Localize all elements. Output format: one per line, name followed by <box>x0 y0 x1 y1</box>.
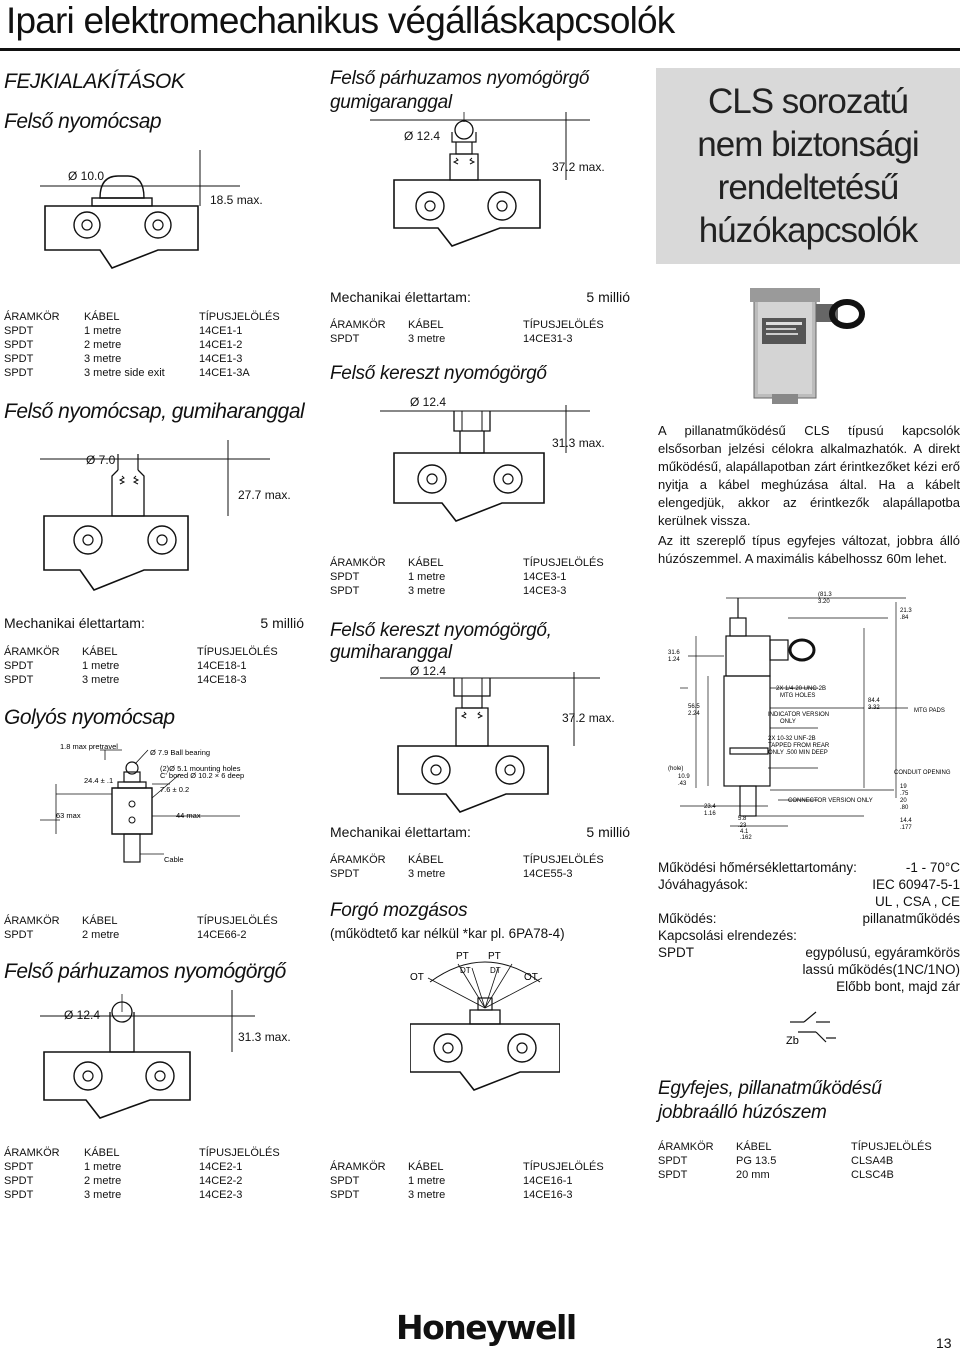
c3-s2-title1: Egyfejes, pillanatműködésű <box>658 1078 882 1099</box>
note-3: 2X 10-32 UNF-2B <box>768 736 816 742</box>
zb-label: Zb <box>786 1035 799 1047</box>
table-row: SPDT 1 metre 14CE1-1 <box>4 325 243 337</box>
s4-table <box>4 1146 289 1202</box>
dim-84: .84 <box>900 615 909 621</box>
c2-s2-height: 31.3 max. <box>552 436 605 450</box>
spec-row: Működési hőmérséklettartomány: -1 - 70°C <box>658 860 960 875</box>
dim-234: 23.4 <box>704 804 716 810</box>
col-header: ÁRAMKÖR <box>330 854 386 866</box>
page-number: 13 <box>936 1335 952 1351</box>
s4-diam: Ø 12.4 <box>64 1008 101 1022</box>
note-3b: TAPPED FROM REAR <box>768 743 830 749</box>
box-line: CLS sorozatú <box>707 82 909 121</box>
c2-s3-diam: Ø 12.4 <box>410 664 447 678</box>
spec-row: Jóváhagyások: IEC 60947-5-1 <box>658 877 960 892</box>
table-row: SPDT 1 metre 14CE18-1 <box>4 660 247 672</box>
table-row: SPDT 1 metre 14CE2-1 <box>4 1161 243 1173</box>
s3-title: Golyós nyomócsap <box>4 706 175 729</box>
description-2: Az itt szereplő típus egyfejes változat, jobbra álló húzószemmel. A maximális kábelhossz 60m lehet. <box>658 533 960 566</box>
note-2: INDICATOR VERSION <box>768 712 830 718</box>
table-row: SPDT 2 metre 14CE1-2 <box>4 339 243 351</box>
note-2b: ONLY <box>780 719 796 725</box>
s4-height: 31.3 max. <box>238 1030 291 1044</box>
note-1: 2X 1/4-20 UNC-2B <box>776 686 827 692</box>
spec-list <box>658 859 960 995</box>
box-line: húzókapcsolók <box>698 211 918 250</box>
section-heading: FEJKIALAKÍTÁSOK <box>4 70 185 93</box>
table-row: SPDT 3 metre 14CE1-3 <box>4 353 243 365</box>
c2-s1-title2: gumigaranggal <box>330 92 452 113</box>
page-title: Ipari elektromechanikus végálláskapcsolók <box>6 0 675 41</box>
box-line: rendeltetésű <box>717 168 899 207</box>
contact-symbol <box>780 1008 840 1056</box>
col-header: KÁBEL <box>408 557 444 569</box>
col-header: KÁBEL <box>84 1147 120 1159</box>
c2-s1-switch-drawing <box>370 112 610 272</box>
table-row: SPDT 3 metre side exit 14CE1-3A <box>4 367 250 379</box>
c2-s4-title: Forgó mozgásos <box>330 900 468 921</box>
rot-pt-left: PT <box>456 951 469 962</box>
c3-s2-title2: jobbraálló húzószem <box>658 1102 827 1123</box>
dim-332: 3.32 <box>868 705 880 711</box>
dim-holes1: (2)Ø 5.1 mounting holes <box>160 764 241 773</box>
c2-s3-title2: gumiharanggal <box>330 642 452 663</box>
spec-row: lassú működés(1NC/1NO) <box>802 962 960 977</box>
table-row: SPDT 2 metre 14CE66-2 <box>4 929 247 941</box>
col-header: ÁRAMKÖR <box>330 1161 386 1173</box>
col-header: ÁRAMKÖR <box>4 646 60 658</box>
col-header: KÁBEL <box>408 319 444 331</box>
c2-s1-diam: Ø 12.4 <box>404 129 441 143</box>
s2-table <box>4 645 287 687</box>
dim-109: 10.9 <box>678 774 690 780</box>
table-row: SPDT 3 metre 14CE31-3 <box>330 333 573 345</box>
dim-124: 1.24 <box>668 657 680 663</box>
s3-ball-plunger-drawing <box>40 738 280 878</box>
note-4: MTG PADS <box>914 708 945 714</box>
c2-s4-table <box>330 1160 613 1202</box>
table-row: SPDT 2 metre 14CE2-2 <box>4 1175 243 1187</box>
dim-ball: Ø 7.9 Ball bearing <box>150 748 211 757</box>
dim-holes2: C' bored Ø 10.2 × 6 deep <box>160 771 245 780</box>
product-photo <box>732 278 872 408</box>
note-6: CONNECTOR VERSION ONLY <box>788 798 873 804</box>
dim-23: .23 <box>738 823 747 829</box>
series-title-box <box>656 68 960 264</box>
dim-162: .162 <box>740 835 752 840</box>
spec-row: SPDT egypólusú, egyáramkörös <box>658 945 960 960</box>
c2-s2-switch-drawing <box>380 405 610 555</box>
s1-table <box>4 310 289 380</box>
s1-height: 18.5 max. <box>210 193 263 207</box>
description-1: A pillanatműködésű CLS típusú kapcsolók elsősorban jelzési célokra alkalmazhatók. A direkt működésű, alapállapotban zárt érintkezőket kézi erő nyitja a kábel meghúzása által. Ha a kábelt elengedjük, akkor az érintkezők alapállapotba kerülnek vissza. <box>658 423 960 528</box>
s2-switch-drawing <box>40 440 280 610</box>
c2-s1-table <box>330 318 613 346</box>
rot-dt-right: DT <box>490 966 501 975</box>
table-row: SPDT 3 metre 14CE3-3 <box>330 585 567 597</box>
c2-s4-rotary-drawing <box>410 948 560 1138</box>
s3-table <box>4 914 287 942</box>
dim-565: 56.5 <box>688 704 700 710</box>
s1-diam: Ø 10.0 <box>68 169 105 183</box>
col-header: TÍPUSJELÖLÉS <box>523 319 604 331</box>
dim-75: .75 <box>900 791 909 797</box>
s2-title: Felső nyomócsap, gumiharanggal <box>4 400 305 423</box>
s1-switch-drawing <box>40 150 270 280</box>
dim-213: 21.3 <box>900 608 912 614</box>
col-header: ÁRAMKÖR <box>330 319 386 331</box>
col-header: ÁRAMKÖR <box>4 1147 60 1159</box>
col-header: KÁBEL <box>736 1141 772 1153</box>
c2-s4-subtitle: (működtető kar nélkül *kar pl. 6PA78-4) <box>330 926 565 941</box>
dim-44: 44 max <box>176 811 201 820</box>
spec-row: Kapcsolási elrendezés: <box>658 928 797 943</box>
c2-s3-title1: Felső kereszt nyomógörgő, <box>330 620 552 641</box>
rot-dt-left: DT <box>460 966 471 975</box>
col-header: ÁRAMKÖR <box>658 1141 714 1153</box>
col-header: KÁBEL <box>408 1161 444 1173</box>
honeywell-logo: Honeywell <box>396 1308 576 1347</box>
c2-s2-diam: Ø 12.4 <box>410 395 447 409</box>
dim-cable: Cable <box>164 855 184 864</box>
s1-title: Felső nyomócsap <box>4 110 162 133</box>
box-line: nem biztonsági <box>697 125 919 164</box>
col-header: TÍPUSJELÖLÉS <box>523 557 604 569</box>
dim-80: .80 <box>900 805 909 811</box>
dim-244: 24.4 ± .1 <box>84 776 114 785</box>
dim-63: 63 max <box>56 811 81 820</box>
dim-116: 1.16 <box>704 811 716 817</box>
spec-row: UL , CSA , CE <box>874 894 960 909</box>
dim-76: 7.6 ± 0.2 <box>160 785 190 794</box>
col-header: TÍPUSJELÖLÉS <box>197 646 278 658</box>
col-header: KÁBEL <box>82 915 118 927</box>
dim-320: 3.20 <box>818 599 830 605</box>
col-header: ÁRAMKÖR <box>4 915 60 927</box>
cls-dimension-drawing <box>668 588 960 840</box>
rot-ot-right: OT <box>524 972 538 983</box>
col-header: ÁRAMKÖR <box>4 311 60 323</box>
c2-s3-mech-life: Mechanikai élettartam: 5 millió <box>330 824 630 840</box>
note-hole: (hole) <box>668 766 684 772</box>
table-row: SPDT 3 metre 14CE55-3 <box>330 868 573 880</box>
dim-844: 84.4 <box>868 698 880 704</box>
c2-s2-table <box>330 556 613 598</box>
dim-58: 5.8 <box>738 816 747 822</box>
dim-177: .177 <box>900 825 912 831</box>
col-header: TÍPUSJELÖLÉS <box>199 1147 280 1159</box>
table-row: SPDT 20 mm CLSC4B <box>658 1169 894 1181</box>
spec-row: Előbb bont, majd zár <box>836 979 960 994</box>
c2-s2-title: Felső kereszt nyomógörgő <box>330 363 547 384</box>
table-row: SPDT 3 metre 14CE2-3 <box>4 1189 243 1201</box>
rot-ot-left: OT <box>410 972 424 983</box>
s2-diam: Ø 7.0 <box>86 453 116 467</box>
table-row: SPDT 3 metre 14CE18-3 <box>4 674 247 686</box>
dim-20: 20 <box>900 798 907 804</box>
table-row: SPDT 3 metre 14CE16-3 <box>330 1189 573 1201</box>
note-5: CONDUIT OPENING <box>894 770 951 776</box>
col-header: TÍPUSJELÖLÉS <box>197 915 278 927</box>
c3-table <box>658 1140 932 1182</box>
col-header: ÁRAMKÖR <box>330 557 386 569</box>
table-row: SPDT 1 metre 14CE3-1 <box>330 571 567 583</box>
col-header: TÍPUSJELÖLÉS <box>523 854 604 866</box>
table-row: SPDT PG 13.5 CLSA4B <box>658 1155 894 1167</box>
dim-316: 31.6 <box>668 650 680 656</box>
c2-s3-table <box>330 853 613 881</box>
spec-row: Működés: pillanatműködés <box>658 911 960 926</box>
c2-s3-switch-drawing <box>380 672 610 822</box>
table-row: SPDT 1 metre 14CE16-1 <box>330 1175 573 1187</box>
col-header: KÁBEL <box>84 311 120 323</box>
c2-s1-title1: Felső párhuzamos nyomógörgő <box>330 68 590 89</box>
note-3c: ONLY .500 MIN DEEP <box>768 750 828 756</box>
c2-s3-height: 37.2 max. <box>562 711 615 725</box>
dim-411: 4.1 <box>740 829 749 835</box>
col-header: KÁBEL <box>408 854 444 866</box>
s4-switch-drawing <box>40 990 270 1130</box>
dim-144: 14.4 <box>900 818 912 824</box>
s2-height: 27.7 max. <box>238 488 291 502</box>
dim-43: .43 <box>678 781 687 787</box>
dim-pretravel: 1.8 max pretravel <box>60 742 118 751</box>
s2-mech-life: Mechanikai élettartam: 5 millió <box>4 615 304 631</box>
col-header: TÍPUSJELÖLÉS <box>199 311 280 323</box>
s4-title: Felső párhuzamos nyomógörgő <box>4 960 286 983</box>
rot-pt-right: PT <box>488 951 501 962</box>
c2-s1-height: 37.2 max. <box>552 160 605 174</box>
note-1b: MTG HOLES <box>780 693 816 699</box>
col-header: TÍPUSJELÖLÉS <box>523 1161 604 1173</box>
dim-813: (81.3 <box>818 592 832 598</box>
dim-224: 2.24 <box>688 711 700 717</box>
c2-s1-mech-life: Mechanikai élettartam: 5 millió <box>330 289 630 305</box>
col-header: KÁBEL <box>82 646 118 658</box>
dim-19: 19 <box>900 784 907 790</box>
col-header: TÍPUSJELÖLÉS <box>851 1141 932 1153</box>
title-rule <box>0 48 960 51</box>
